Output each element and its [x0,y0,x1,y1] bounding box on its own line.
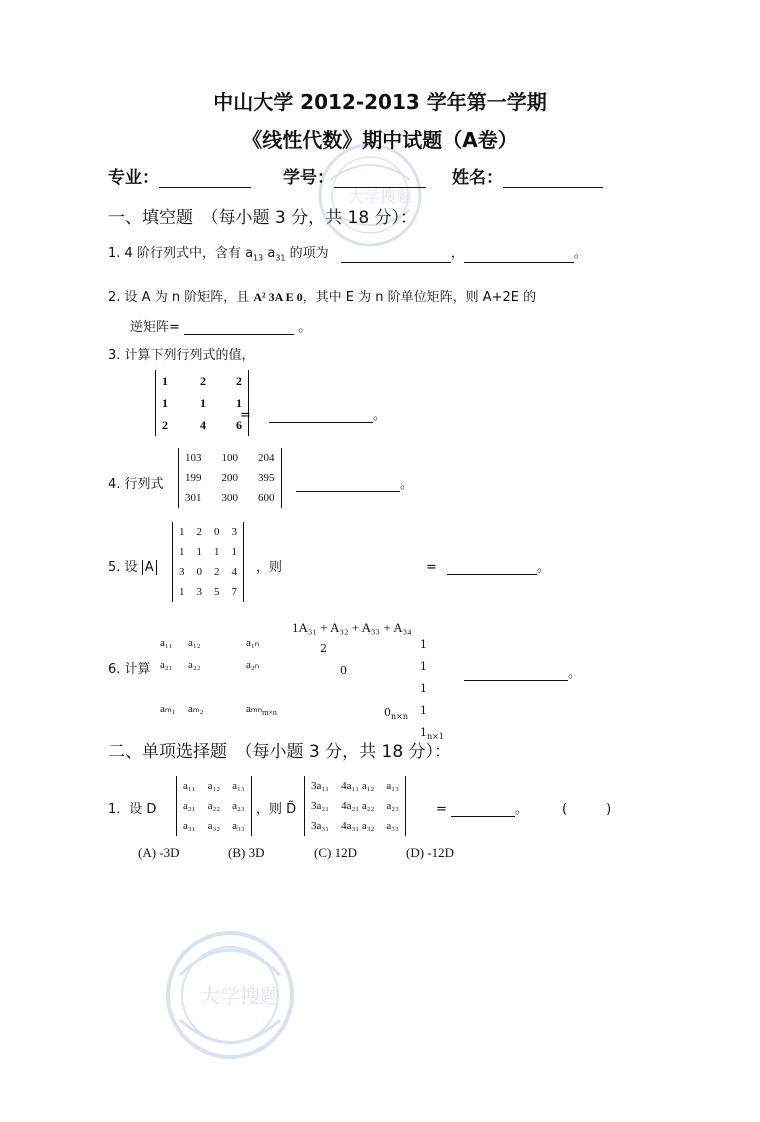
s1-q6-sub-nn: n×n [391,712,409,722]
s1-q4-answer [296,473,413,492]
s1-q4-blank[interactable] [296,491,400,492]
section1-heading: 一、填空题 （每小题 3 分，共 18 分）： [108,208,418,228]
cell: a₁ₙ [246,637,260,649]
s1-q6-zero2 [384,706,408,721]
s1-q3-end: 。 [373,408,387,423]
cell: 1 [214,546,220,558]
cell: 4a₃₁ a₃₂ [341,820,375,832]
option-a[interactable]: (A) -3D [138,845,180,860]
cell: a₃₃ [232,820,245,832]
s2-q1-options [138,845,454,861]
name-label: 姓名： [452,168,503,188]
s1-q3-answer [240,404,386,423]
s1-q1-sub1: 13 [253,253,264,263]
s2-q1-then: ，则 D̃ [256,802,297,817]
s1-q3-eq: = [240,408,251,423]
s1-q6-end: 。 [568,666,582,681]
s1-q1-text: 1. 4 阶行列式中，含有 a [108,246,254,261]
cell: 3 [179,566,185,578]
s1-q6-zero1: 0 [340,664,347,677]
one: 1 [420,704,427,717]
cell: a₁₁ [183,780,196,792]
cell: 2 [200,373,206,388]
s1-q6-ones-column [420,634,444,748]
s1-q6-zero2-text: 0 [384,706,391,719]
student-id-field-row [283,163,426,188]
one: 1 [420,638,427,651]
s1-q2-text-a: 2. 设 A 为 n 阶矩阵，且 [108,290,254,305]
s1-q5-eq: = [426,560,437,575]
one: 1 [420,660,427,673]
cell: 4a₁₁ a₁₂ [341,780,375,792]
student-id-label: 学号： [283,168,334,188]
s1-q1 [108,242,587,263]
s1-q6-sub-n1: n×1 [427,732,444,742]
s1-q2-text-b: ，其中 E 为 n 阶单位矩阵，则 A+2E 的 [302,290,537,305]
section2-heading: 二、单项选择题 （每小题 3 分，共 18 分）： [108,742,452,762]
cell: a₃₂ [207,820,221,832]
s1-q2-line2 [130,316,311,335]
s1-q3-determinant [155,370,249,436]
cell: 200 [221,472,238,484]
cell: 1 [162,395,168,410]
one-text: 1 [420,726,427,739]
major-field-row [108,163,251,188]
s1-q6-matrix-a [160,632,277,724]
s1-q5-end: 。 [537,560,551,575]
major-label: 专业： [108,168,159,188]
cell: 3 [196,586,202,598]
cell: a₂₃ [386,800,399,812]
s2-q1-determinant-d [176,776,252,836]
s2-q1-eq: = [436,802,447,817]
cell: 3 [231,526,237,538]
cell: 301 [185,492,202,504]
cell: 1 [179,546,185,558]
s2-q1-choice-paren[interactable]: ( ) [562,802,612,817]
s1-q2-end: 。 [298,320,312,335]
cell: aₘ₂ [188,703,204,715]
cell: 204 [258,452,275,464]
s1-q6-blank[interactable] [464,680,568,681]
exam-title-line2: 《线性代数》期中试题（A卷） [242,128,518,152]
s2-q1-answer [436,798,528,817]
cell: 1 [162,373,168,388]
cell: 1 [200,395,206,410]
cell: a₂₂ [188,659,201,671]
cell: 100 [221,452,238,464]
cell: 4 [200,417,206,432]
cell: 1 [179,586,185,598]
cell: 0 [196,566,202,578]
cell: a₃₁ [183,820,196,832]
s1-q5-answer [426,556,550,575]
s1-q5-blank[interactable] [447,574,537,575]
s1-q1-end: 。 [573,246,587,261]
cell: 1 [231,546,237,558]
s1-q5-then: ，则 [256,560,283,575]
cell: 1 [179,526,185,538]
major-blank[interactable] [159,187,251,188]
s1-q2-blank[interactable] [184,334,294,335]
cell: 6 [236,417,242,432]
cell: 300 [221,492,238,504]
option-c[interactable]: (C) 12D [314,845,357,860]
s1-q5-lhs: A [142,560,157,575]
cell: 600 [258,492,275,504]
name-field-row [452,163,603,188]
cell: a₁₂ [207,780,221,792]
cell: 2 [214,566,220,578]
cell: 1 [236,395,242,410]
option-b[interactable]: (B) 3D [228,845,265,860]
s1-q6-text: 6. 计算 [108,662,151,677]
cell: a₁₂ [188,637,201,649]
s2-q1-end: 。 [515,802,529,817]
s1-q6-row3 [160,698,277,724]
cell: 3a₃₁ [311,820,330,832]
cell: 2 [236,373,242,388]
s2-q1-determinant-dtilde [304,776,406,836]
cell: a₂₂ [207,800,221,812]
s1-q1-comma: ， [450,246,464,261]
s1-q4-text: 4. 行列式 [108,477,164,492]
cell: 3a₁₁ [311,780,330,792]
cell: 3a₂₁ [311,800,330,812]
s1-q6-row1 [160,632,277,654]
watermark-text: 大学搜题 [348,187,413,206]
cell: a₂₁ [160,659,173,671]
cell: 199 [185,472,202,484]
cell: 4 [231,566,237,578]
s1-q6-diag2: 2 [320,642,327,655]
s1-q1-blank2[interactable] [464,262,574,263]
cell: a₁₃ [232,780,245,792]
s1-q6-row2 [160,654,277,676]
s1-q2-line1 [108,286,536,305]
s1-q1-sub2: 31 [275,253,286,263]
cell: 2 [196,526,202,538]
name-blank[interactable] [503,187,603,188]
cell: 2 [162,417,168,432]
s1-q6-answer [464,662,581,681]
cell: 7 [231,586,237,598]
s1-q1-tail: 的项为 [285,246,329,261]
s1-q3-text: 3. 计算下列行列式的值， [108,348,255,363]
s1-q5-text: 5. 设 [108,560,138,575]
one: 1 [420,682,427,695]
s1-q5-expression: 1A₃₁ + A₃₂ + A₃₃ + A₃₄ [292,620,412,635]
watermark-text-bottom: 大学搜题 [200,984,280,1008]
s1-q1-mid: a [263,246,276,261]
cell: a₁₃ [386,780,399,792]
watermark-logo-icon [300,140,440,250]
cell: 0 [214,526,220,538]
cell: a₂₃ [232,800,245,812]
cell: 395 [258,472,275,484]
s1-q2-inverse-label: 逆矩阵= [130,320,180,335]
s1-q4-determinant [178,448,282,508]
cell: 4a₂₁ a₂₂ [341,800,375,812]
watermark-logo-icon-bottom [160,925,300,1065]
s1-q6-sub-mn: m×n [262,708,277,718]
s1-q5-prefix [108,556,157,575]
cell: a₂₁ [183,800,196,812]
exam-title-line1: 中山大学 2012-2013 学年第一学期 [213,90,547,114]
cell: 1 [196,546,202,558]
cell: 5 [214,586,220,598]
s1-q4-end: 。 [400,477,414,492]
cell: aₘ₁ [160,703,176,715]
s1-q1-blank1[interactable] [341,262,451,263]
option-d[interactable]: (D) -12D [406,845,455,860]
s2-q1-blank[interactable] [451,816,515,817]
s2-q1-text: 1．设 D [108,802,157,817]
cell: a₃₃ [386,820,399,832]
s1-q3-blank[interactable] [269,422,373,423]
s1-q5-determinant [172,522,244,602]
s1-q2-formula: A² 3A E 0 [253,290,303,304]
s1-q6-row-gap [160,676,277,698]
cell: a₂ₙ [246,659,260,671]
cell: a₁₁ [160,637,173,649]
student-id-blank[interactable] [334,187,426,188]
cell: 103 [185,452,202,464]
cell: aₘₙ [246,703,263,715]
